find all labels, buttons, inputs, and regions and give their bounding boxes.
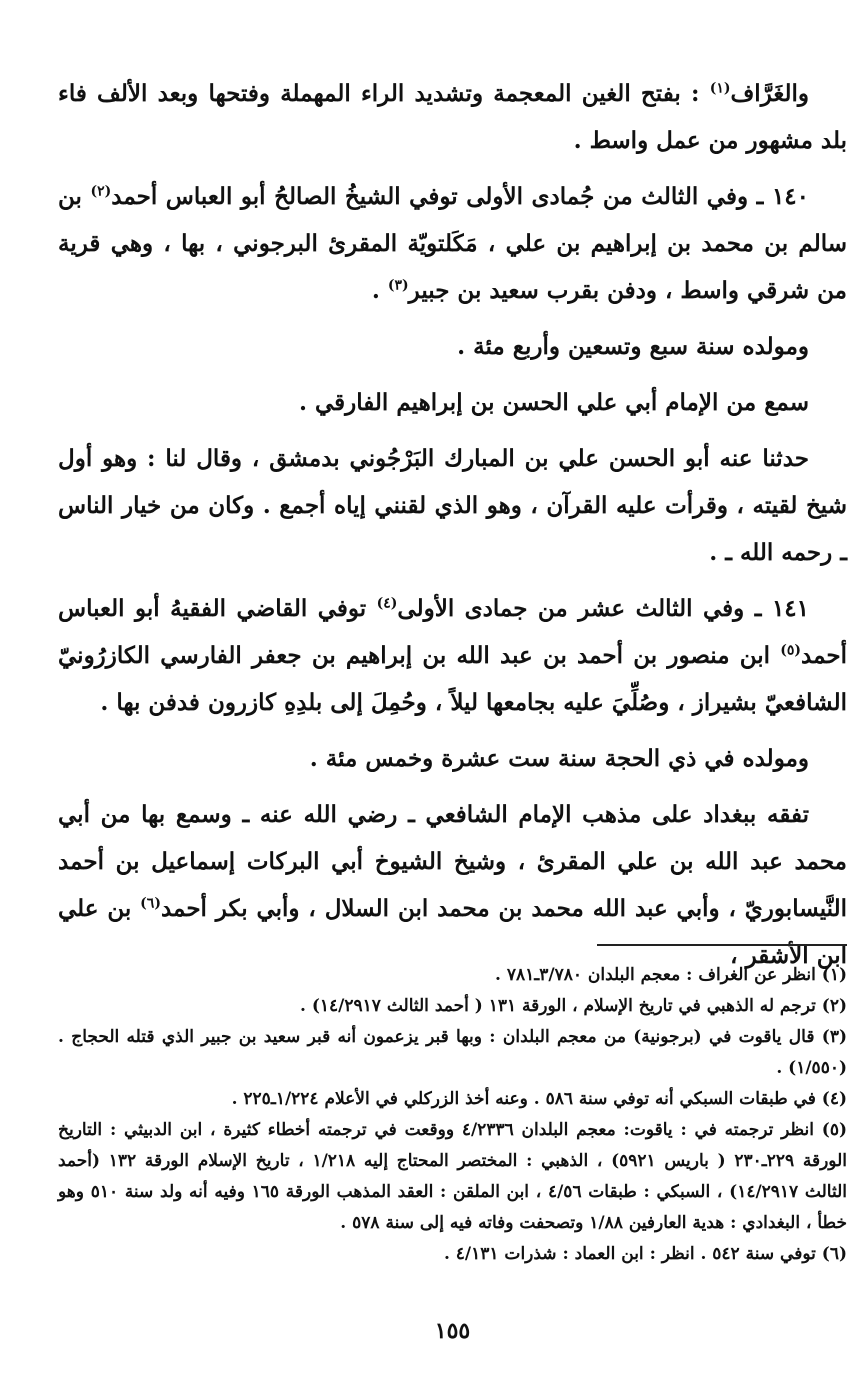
footnote-ref: (١) [709,80,731,97]
footnotes-list [58,960,847,1270]
page-number: ١٥٥ [434,1318,471,1344]
footnote-5: (٥) انظر ترجمته في : ياقوت: معجم البلدان ٤/٢٣٣٦ ووقعت في ترجمته أخطاء كثيرة ، ابن الدبيثي : التاريخ الورقة ٢٢٩ـ٢٣٠ ( باريس ٥٩٢١) ، الذهبي : المختصر المحتاج إليه ١/٢١٨ ، تاريخ الإسلام الورقة ١٣٢ (أحمد الثالث ١٤/٢٩١٧) ، السبكي : طبقات ٤/٥٦ ، ابن الملقن : العقد المذهب الورقة ١٦٥ وفيه أنه ولد سنة ٥١٠ وهو خطأ ، البغدادي : هدية العارفين ١/٨٨ وتصحفت وفاته فيه إلى سنة ٥٧٨ . [58,1120,847,1233]
footnote-4: (٤) في طبقات السبكي أنه توفي سنة ٥٨٦ . وعنه أخذ الزركلي في الأعلام ١/٢٢٤ـ٢٢٥ . [231,1089,847,1109]
book-page [58,0,847,1397]
entry-140: ١٤٠ ـ وفي الثالث من جُمادى الأولى توفي الشيخُ الصالحُ أبو العباس أحمد$^{(٢)}$ بن سالم بن محمد بن إبراهيم بن علي ، مَكَلتويّة المقرئ البرجوني ، بها ، وهي قرية من شرقي واسط ، ودفن بقرب سعيد بن جبير$^{(٣)}$ . [58,183,847,304]
paragraph-gharraf: والغَرَّاف$^{(١)}$ : بفتح الغين المعجمة وتشديد الراء المهملة وفتحها وبعد الألف فاء بلد مشهور من عمل واسط . [58,80,847,154]
paragraph-studied-141: تفقه ببغداد على مذهب الإمام الشافعي ـ رضي الله عنه ـ وسمع بها من أبي محمد عبد الله بن علي المقرئ ، وشيخ الشيوخ أبي البركات إسماعيل بن أحمد النَّيسابوريّ ، وأبي عبد الله محمد بن محمد ابن السلال ، وأبي بكر أحمد$^{(٦)}$ بن علي ابن الأشقر ، [58,801,847,969]
footnote-1: (١) انظر عن الغراف : معجم البلدان ٣/٧٨٠ـ٧٨١ . [495,965,847,985]
paragraph-birth-140: ومولده سنة سبع وتسعين وأربع مئة . [457,333,809,360]
footnote-ref: (٢) [90,183,112,200]
footnote-6: (٦) توفي سنة ٥٤٢ . انظر : ابن العماد : شذرات ٤/١٣١ . [443,1244,847,1264]
paragraph-birth-141: ومولده في ذي الحجة سنة ست عشرة وخمس مئة . [309,745,809,772]
footnote-ref: (٣) [387,277,409,294]
footnote-divider [597,944,847,946]
footnote-ref: (٥) [780,642,802,659]
footnote-2: (٢) ترجم له الذهبي في تاريخ الإسلام ، الورقة ١٣١ ( أحمد الثالث ١٤/٢٩١٧) . [300,996,847,1016]
footnote-ref: (٦) [140,895,161,912]
main-text [58,70,847,979]
paragraph-heard-140: سمع من الإمام أبي علي الحسن بن إبراهيم الفارقي . [299,389,809,416]
footnote-ref: (٤) [376,595,398,612]
footnote-3: (٣) قال ياقوت في (برجونية) من معجم البلدان : وبها قبر يزعمون أنه قبر سعيد بن جبير الذي قتله الحجاج . (١/٥٥٠) . [58,1027,847,1078]
paragraph-narrated-140: حدثنا عنه أبو الحسن علي بن المبارك البَرْجُوني بدمشق ، وقال لنا : وهو أول شيخ لقيته ، وقرأت عليه القرآن ، وهو الذي لقنني إياه أجمع . وكان من خيار الناس ـ رحمه الله ـ . [58,445,847,566]
entry-141: ١٤١ ـ وفي الثالث عشر من جمادى الأولى$^{(٤)}$ توفي القاضي الفقيهُ أبو العباس أحمد$^{(٥)}$ ابن منصور بن أحمد بن عبد الله بن إبراهيم بن جعفر الفارسي الكازرُونيّ الشافعيّ بشيراز ، وصُلِّيَ عليه بجامعها ليلاً ، وحُمِلَ إلى بلدِهِ كازرون فدفن بها . [58,595,847,716]
